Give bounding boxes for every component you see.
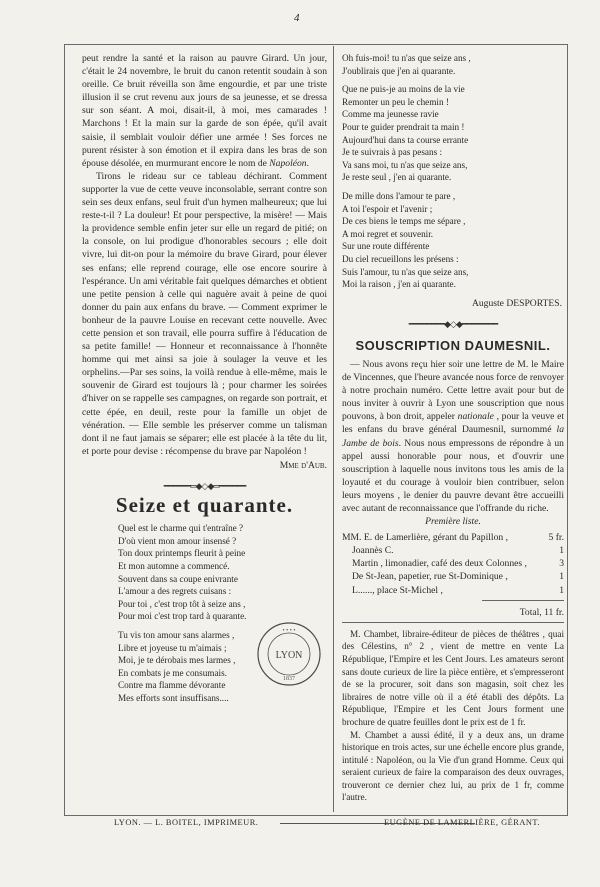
postal-stamp-icon (255, 620, 323, 688)
poem-stanza-4: Que ne puis-je au moins de la vie Remonter un peu le chemin ! Comme ma jeunesse ravie Pour te guider prendrait ta main ! Aujourd'hui dans ta course errante Je te suivrais à pas pesans : Va sans moi, tu n'as que seize ans, Je reste seul , j'en ai quarante. (342, 84, 469, 183)
left-column (82, 52, 327, 711)
article-signature: Mme d'Aub. (279, 459, 327, 471)
poem-stanza-3: Oh fuis-moi! tu n'as que seize ans , J'oublirais que j'en ai quarante. (342, 53, 471, 76)
subscribers-list (342, 531, 564, 596)
list-item: De St-Jean, papetier, rue St-Dominique , 1 (352, 571, 564, 583)
subscription-article (342, 358, 564, 515)
right-column (342, 52, 564, 804)
section-title: SOUSCRIPTION DAUMESNIL. (355, 337, 551, 353)
poem-stanza-2: Tu vis ton amour sans alarmes , Libre et joyeuse tu m'aimais ; Moi, je te dérobais mes larmes , En combats je me consumais. Contre ma flamme dévorante Mes efforts sont insuffisans.... (118, 629, 236, 703)
svg-text:LYON: LYON (275, 650, 303, 661)
list-item: L......, place St-Michel , 1 (352, 584, 564, 596)
list-item: Joannès C. 1 (352, 545, 564, 557)
printer-imprint: LYON. — L. BOITEL, IMPRIMEUR. (114, 818, 259, 827)
ornament-divider: ━━━━━━═◆◇◆═━━━━━━ (163, 481, 246, 491)
list-item: MM. E. de Lamerlière, gérant du Papillon , 5 fr. (342, 532, 564, 544)
article-paragraph-1: peut rendre la santé et la raison au pauvre Girard. Un jour, c'était le 24 novembre, le bruit du canon retentit soudain à son oreille. Ce bruit réveilla son âme engourdie, et par une triste illusion il se crut revenu aux jours de sa jeunesse, et se dressa sur son séant. A moi, disait-il, à moi, mes camarades ! Marchons ! Et la main sur la garde de son épée, qu'il avait saisie, il semblait vouloir défier une armée ! Ses forces ne purent résister à son émotion et il expira dans les bras de son épouse désolée, en murmurant encore le nom de Napoléon. (82, 53, 327, 169)
poem-signature: Auguste DESPORTES. (471, 297, 562, 309)
poem-stanza-5: De mille dons l'amour te pare , A toi l'espoir et l'avenir ; De ces biens le temps me sépare , A moi regret et souvenir. Sur une route différente Du ciel recueillons les présens : Suis l'amour, tu n'as que seize ans, Moi la raison , j'en ai quarante. (342, 190, 469, 290)
ornament-divider-2: ━━━━━━━━◆◇◆━━━━━━━━ (408, 318, 498, 329)
poem-title: Seize et quarante. (115, 493, 294, 518)
list-item: Martin , limonadier, café des deux Colonnes , 3 (352, 558, 564, 570)
svg-text:• • • •: • • • • (282, 628, 296, 634)
napoleon-name: Napoléon (269, 157, 307, 169)
subscription-paragraph: — Nous avons reçu hier soir une lettre de M. le Maire de Vincennes, que l'heure avancée nous force de renvoyer à notre prochain numéro. Cette lettre avait pour but de nous inviter à ouvrir à Lyon une souscription que nous pouvons, à bon droit, appeler nationale , pour la veuve et les enfans du brave général Daumesnil, surnommé la Jambe de bois. Nous nous empressons de répondre à un appel aussi honorable pour nous, et d'ouvrir une souscription à laquelle nous invitons tous les amis de la loyauté et du courage à vouloir bien contribuer, selon leurs moyens , le denier du pauvre devant être accueilli avec autant de reconnaissance que l'offrande du riche. (342, 358, 564, 514)
poem-stanza-1: Quel est le charme qui t'entraîne ? D'où vient mon amour insensé ? Ton doux printemps fleurit à peine Et mon automne a commencé. Souvent dans sa coupe enivrante L'amour a des regrets cuisans : Pour toi , c'est trop tôt à seize ans , Pour moi c'est trop tard à quarante. (118, 523, 247, 622)
chambet-notice (342, 628, 564, 804)
section-rule (342, 622, 564, 623)
chambet-paragraph-1: M. Chambet, libraire-éditeur de pièces de théâtres , quai des Célestins, n° 2 , vient de mettre en vente La République, l'Empire et les Cent Jours. Les amateurs seront sans doute curieux de lire la pièce entière, et s'empresseront de se la procurer, soit dans son magasin, soit chez les libraires de notre ville où il a été établi des dépôts. La République, l'Empire et les Cent Jours forment une brochure de quatre feuilles dont le prix est de 1 fr. (342, 628, 564, 727)
total-rule (482, 600, 564, 601)
article-paragraph-2: Tirons le rideau sur ce tableau déchirant. Comment supporter la vue de cette veuve inconsolable, serrant contre son sein ses deux enfans, seul fruit d'un hymen malheureux; que lui reste-t-il ? La douleur! Et pour perspective, la misère! — Mais la providence semble enfin jeter sur elle un regard de pitié; on la console, on lui prodigue d'honorables secours ; elle doit vivre, lui dit-on pour la mémoire du brave Girard, pour élever ses enfans; elle reprend courage, elle ose encore sourire à l'espérance. Un ami véritable fait quelques démarches et obtient une petite pension à celle qui naguère avait à peine de quoi donner du pain aux enfans du brave. — Comment exprimer le bonheur de la pauvre Louise en recevant cette nouvelle. Avec cette pension et son travail, elle pourra suffire à l'éducation de sa petite famille! — Honneur et reconnaissance à l'honnête homme qui met ainsi sa joie à soulager la veuve et les orphelins.—Par ses soins, la voilà rendue à elle-même, mais le souvenir de Girard est toujours là ; pour charmer les soirées d'hiver on se rappelle ses campagnes, on regarde son portrait, et cette épée, en deuil, reste pour la famille un objet de vénération. — Elle semble les préserver comme un talisman dont il ne faut jamais se séparer; elle est placée à la tête du lit, et porte pour devise : récompense du brave par Napoléon ! (82, 170, 327, 457)
list-title: Première liste. (425, 516, 481, 528)
list-total: Total, 11 fr. (519, 606, 564, 618)
poem-right (342, 52, 564, 291)
manager-imprint: EUGÈNE DE LAMERLIÈRE, GÉRANT. (384, 818, 540, 827)
svg-text:1837: 1837 (283, 676, 295, 682)
column-divider (333, 46, 334, 812)
page-number: 4 (294, 12, 300, 24)
chambet-paragraph-2: M. Chambet a aussi édité, il y a deux ans, un drame historique en trois actes, sur une échelle encore plus grande, intitulé : Napoléon, ou la Vie d'un grand Homme. Ceux qui seraient curieux de faire la comparaison des deux ouvrages, trouveront ce dernier chez lui, au prix de 1 fr, comme l'autre. (342, 729, 564, 803)
